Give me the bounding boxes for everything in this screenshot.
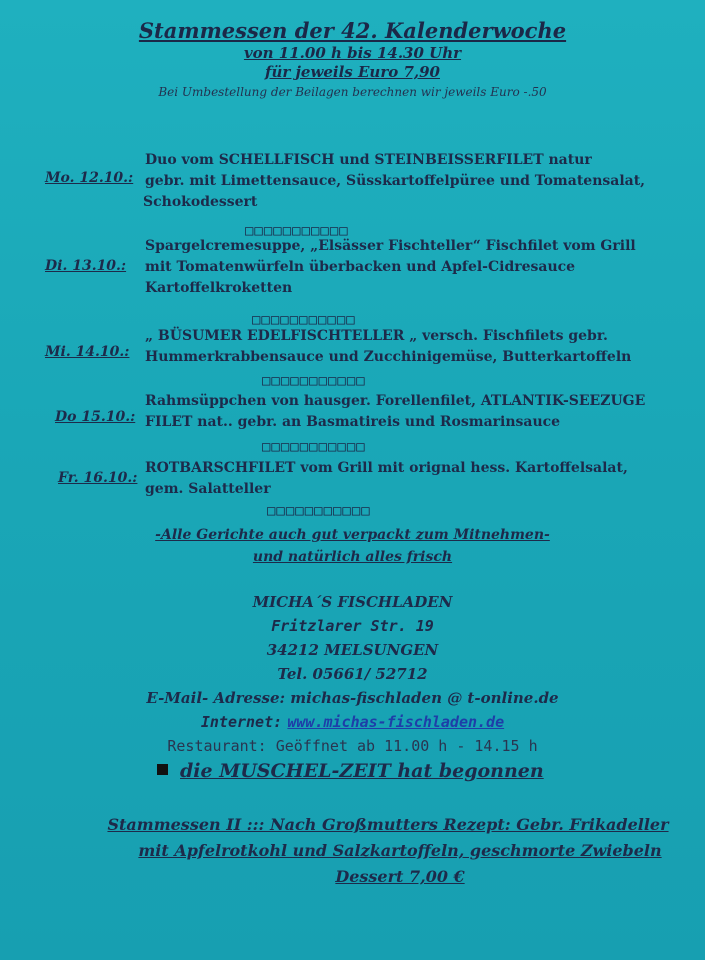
separator-boxes: □□□□□□□□□□□	[267, 503, 371, 519]
day-description	[145, 391, 705, 433]
dish-line: Rahmsüppchen von hausger. Forellenfilet, ATLANTIK-SEEZUGE	[145, 393, 646, 409]
day-label: Fr. 16.10.:	[58, 470, 138, 486]
dish-line: Duo vom SCHELLFISCH und STEINBEISSERFILET natur	[145, 152, 592, 168]
day-description	[145, 458, 705, 500]
dish-line: gebr. mit Limettensauce, Süsskartoffelpüree und Tomatensalat,	[145, 173, 646, 189]
dish-line: Schokodessert	[143, 194, 258, 210]
website-link[interactable]: www.michas-fischladen.de	[287, 713, 505, 731]
dish-line: Kartoffelkroketten	[145, 280, 293, 296]
menu-note: Bei Umbestellung der Beilagen berechnen wir jeweils Euro -.50	[158, 85, 547, 99]
dish-line: ROTBARSCHFILET vom Grill mit orignal hess. Kartoffelsalat,	[145, 460, 628, 476]
day-label: Mo. 12.10.:	[45, 170, 134, 186]
dish-line: gem. Salatteller	[145, 481, 271, 497]
separator-boxes: □□□□□□□□□□□	[262, 439, 366, 455]
separator-boxes: □□□□□□□□□□□	[245, 223, 349, 239]
shop-email: E-Mail- Adresse: michas-fischladen @ t-online.de	[146, 689, 559, 707]
muschel-text: die MUSCHEL-ZEIT hat begonnen	[180, 760, 544, 782]
takeaway-line-1: -Alle Gerichte auch gut verpackt zum Mitnehmen-	[155, 527, 550, 543]
dish-line: FILET nat.. gebr. an Basmatireis und Rosmarinsauce	[145, 414, 561, 430]
shop-info	[0, 590, 705, 758]
dish-line: mit Tomatenwürfeln überbacken und Apfel-Cidresauce	[145, 259, 576, 275]
day-label: Do 15.10.:	[55, 409, 136, 425]
takeaway-line-2: und natürlich alles frisch	[252, 549, 453, 565]
menu-time: von 11.00 h bis 14.30 Uhr	[243, 44, 462, 62]
stammessen-2-line: Stammessen II ::: Nach Großmutters Rezept: Gebr. Frikadeller	[107, 815, 669, 834]
menu-title: Stammessen der 42. Kalenderwoche	[138, 18, 567, 43]
day-label: Mi. 14.10.:	[45, 344, 130, 360]
square-bullet-icon	[157, 764, 168, 775]
stammessen-2-price: Dessert 7,00 €	[335, 867, 465, 886]
dish-line: „ BÜSUMER EDELFISCHTELLER „ versch. Fischfilets gebr.	[145, 328, 608, 344]
muschel-announcement	[157, 760, 544, 782]
day-description	[145, 236, 705, 299]
shop-internet	[0, 710, 705, 734]
menu-price: für jeweils Euro 7,90	[265, 63, 440, 81]
shop-name: MICHA´S FISCHLADEN	[252, 593, 453, 611]
menu-header	[0, 18, 705, 99]
dish-line: Hummerkrabbensauce und Zucchinigemüse, Butterkartoffeln	[145, 349, 632, 365]
stammessen-2-line: mit Apfelrotkohl und Salzkartoffeln, geschmorte Zwiebeln	[138, 841, 662, 860]
separator-boxes: □□□□□□□□□□□	[252, 312, 356, 328]
day-label: Di. 13.10.:	[45, 258, 127, 274]
separator-boxes: □□□□□□□□□□□	[262, 373, 366, 389]
restaurant-hours: Restaurant: Geöffnet ab 11.00 h - 14.15 h	[167, 737, 538, 755]
internet-label: Internet:	[200, 713, 283, 731]
stammessen-2	[60, 812, 705, 890]
day-description	[145, 150, 705, 213]
shop-street: Fritzlarer Str. 19	[271, 617, 434, 635]
dish-line: Spargelcremesuppe, „Elsässer Fischteller“ Fischfilet vom Grill	[145, 238, 636, 254]
shop-city: 34212 MELSUNGEN	[266, 641, 439, 659]
day-description	[145, 326, 705, 368]
shop-phone: Tel. 05661/ 52712	[277, 665, 428, 683]
